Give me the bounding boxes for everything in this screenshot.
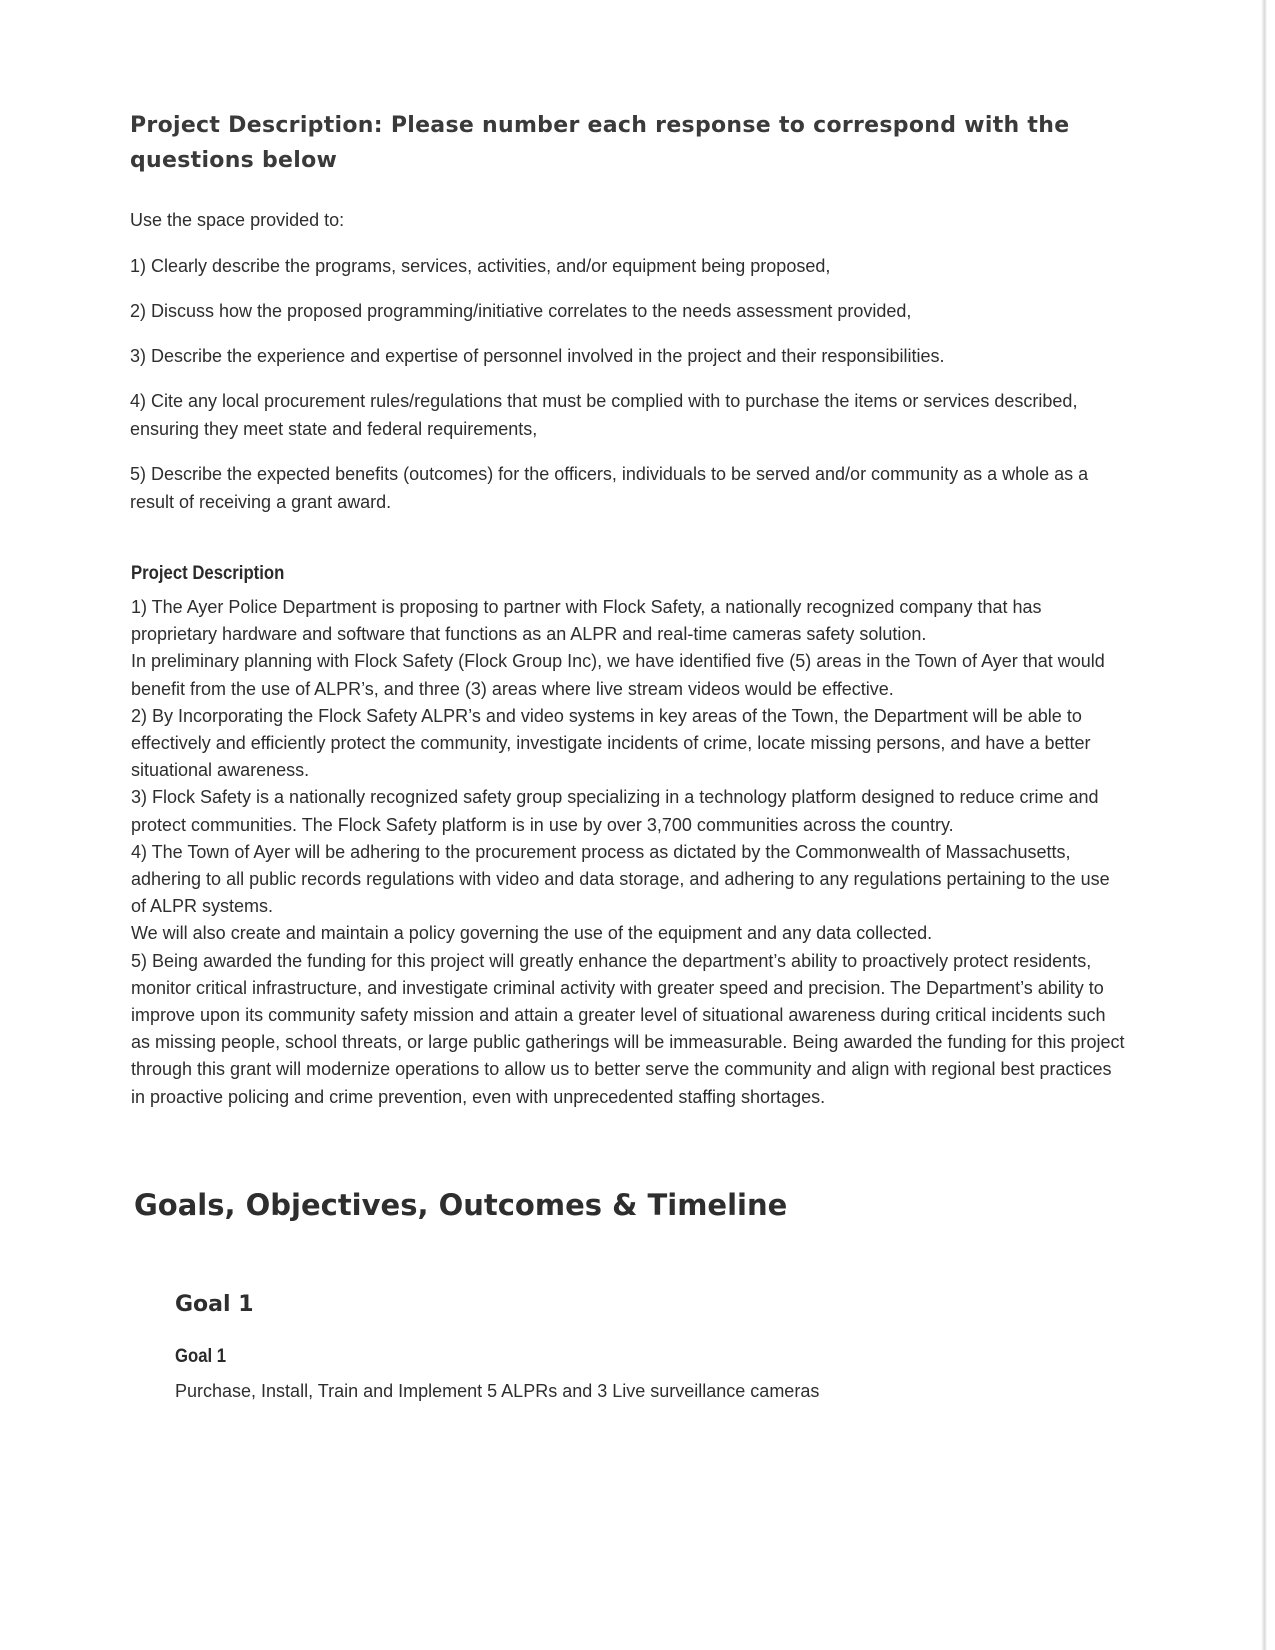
instruction-item: 3) Describe the experience and expertise of personnel involved in the project and their responsibilities. bbox=[130, 346, 945, 366]
body-paragraph: 1) The Ayer Police Department is proposing to partner with Flock Safety, a nationally recognized company that has proprietary hardware and software that functions as an ALPR and real-time cameras safety solution. bbox=[131, 597, 1042, 645]
instruction-item: 4) Cite any local procurement rules/regulations that must be complied with to purchase the items or services described, ensuring they meet state and federal requirements, bbox=[130, 391, 1078, 439]
instructions-list bbox=[130, 252, 1120, 533]
goals-section-heading: Goals, Objectives, Outcomes & Timeline bbox=[134, 1188, 788, 1222]
goal-description: Purchase, Install, Train and Implement 5 ALPRs and 3 Live surveillance cameras bbox=[175, 1381, 820, 1401]
instruction-item: 5) Describe the expected benefits (outcomes) for the officers, individuals to be served and/or community as a whole as a result of receiving a grant award. bbox=[130, 464, 1089, 512]
body-paragraph: In preliminary planning with Flock Safety (Flock Group Inc), we have identified five (5) areas in the Town of Ayer that would benefit from the use of ALPR’s, and three (3) areas where live stream videos would be effective. bbox=[131, 651, 1105, 699]
body-paragraph: 5) Being awarded the funding for this project will greatly enhance the department’s ability to proactively protect residents, monitor critical infrastructure, and investigate criminal activity with greater speed and precision. The Department’s ability to improve upon its community safety mission and attain a greater level of situational awareness during critical incidents such as missing people, school threats, or large public gatherings will be immeasurable. Being awarded the funding for this project through this grant will modernize operations to allow us to better serve the community and align with regional best practices in proactive policing and crime prevention, even with unprecedented staffing shortages. bbox=[131, 950, 1125, 1107]
scan-edge-shadow bbox=[1261, 0, 1267, 1650]
instruction-item: 1) Clearly describe the programs, services, activities, and/or equipment being proposed, bbox=[130, 256, 831, 276]
body-paragraph: 4) The Town of Ayer will be adhering to the procurement process as dictated by the Commonwealth of Massachusetts, adhering to all public records regulations with video and data storage, and adhering to any regulations pertaining to the use of ALPR systems. bbox=[131, 841, 1110, 917]
instruction-item: 2) Discuss how the proposed programming/initiative correlates to the needs assessment provided, bbox=[130, 301, 912, 321]
goal-title: Goal 1 bbox=[175, 1292, 254, 1317]
body-paragraph: 3) Flock Safety is a nationally recognized safety group specializing in a technology platform designed to reduce crime and protect communities. The Flock Safety platform is in use by over 3,700 communities across the country. bbox=[131, 787, 1099, 835]
project-description-label: Project Description bbox=[131, 563, 285, 584]
instructions-intro: Use the space provided to: bbox=[130, 210, 345, 230]
project-description-heading: Project Description: Please number each response to correspond with the questions below bbox=[130, 113, 1070, 173]
project-description-body bbox=[131, 594, 1126, 1111]
goal-label: Goal 1 bbox=[175, 1346, 227, 1367]
body-paragraph: 2) By Incorporating the Flock Safety ALPR’s and video systems in key areas of the Town, the Department will be able to effectively and efficiently protect the community, investigate incidents of crime, locate missing persons, and have a better situational awareness. bbox=[131, 705, 1091, 781]
body-paragraph: We will also create and maintain a policy governing the use of the equipment and any data collected. bbox=[131, 923, 933, 944]
